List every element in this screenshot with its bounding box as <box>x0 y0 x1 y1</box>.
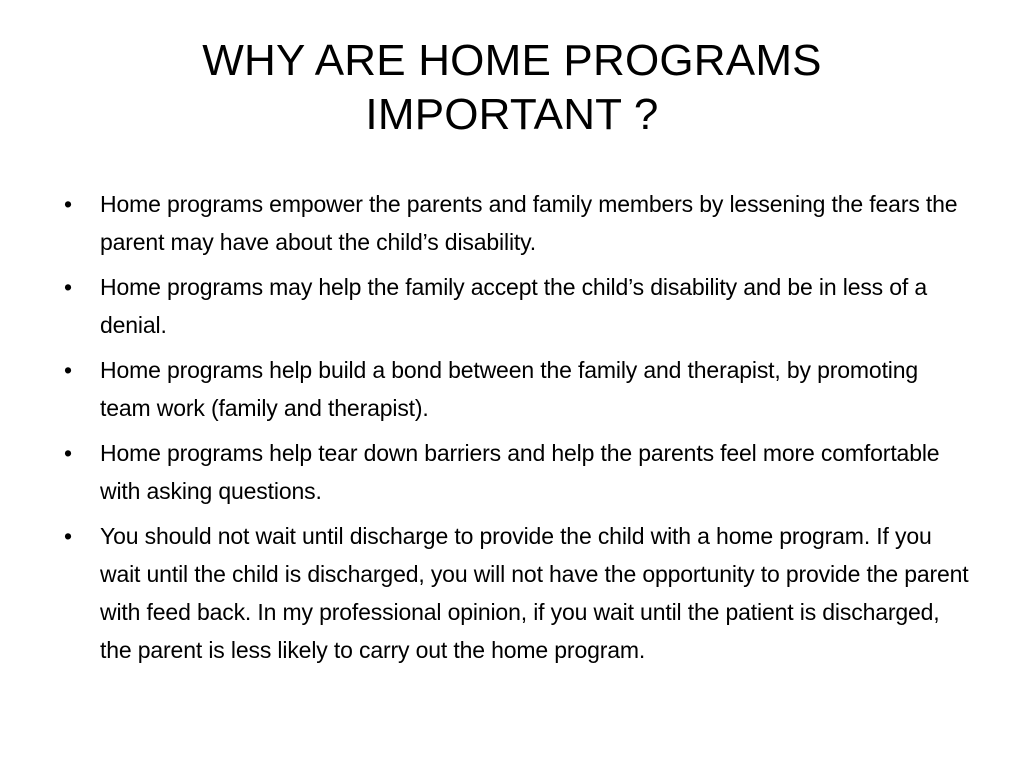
bullet-item <box>58 517 970 669</box>
bullet-text: Home programs may help the family accept the child’s disability and be in less of a denial. <box>100 274 928 338</box>
bullet-icon: • <box>64 440 72 466</box>
bullet-text: Home programs empower the parents and family members by lessening the fears the parent may have about the child’s disability. <box>100 191 958 255</box>
slide-title-line-1: WHY ARE HOME PROGRAMS <box>202 36 822 85</box>
slide-title-line-2: IMPORTANT ? <box>365 90 659 139</box>
bullet-list <box>58 185 970 676</box>
bullet-icon: • <box>64 191 72 217</box>
bullet-text: Home programs help build a bond between the family and therapist, by promoting team work (family and therapist). <box>100 357 919 421</box>
slide-title <box>60 34 964 142</box>
bullet-item <box>58 351 970 427</box>
bullet-item <box>58 434 970 510</box>
bullet-item <box>58 268 970 344</box>
bullet-item <box>58 185 970 261</box>
bullet-text: Home programs help tear down barriers and help the parents feel more comfortable with asking questions. <box>100 440 940 504</box>
bullet-icon: • <box>64 274 72 300</box>
bullet-text: You should not wait until discharge to provide the child with a home program. If you wait until the child is discharged, you will not have the opportunity to provide the parent with feed back. In my professional opinion, if you wait until the patient is discharged, the parent is less likely to carry out the home program. <box>100 523 969 663</box>
bullet-icon: • <box>64 357 72 383</box>
bullet-icon: • <box>64 523 72 549</box>
